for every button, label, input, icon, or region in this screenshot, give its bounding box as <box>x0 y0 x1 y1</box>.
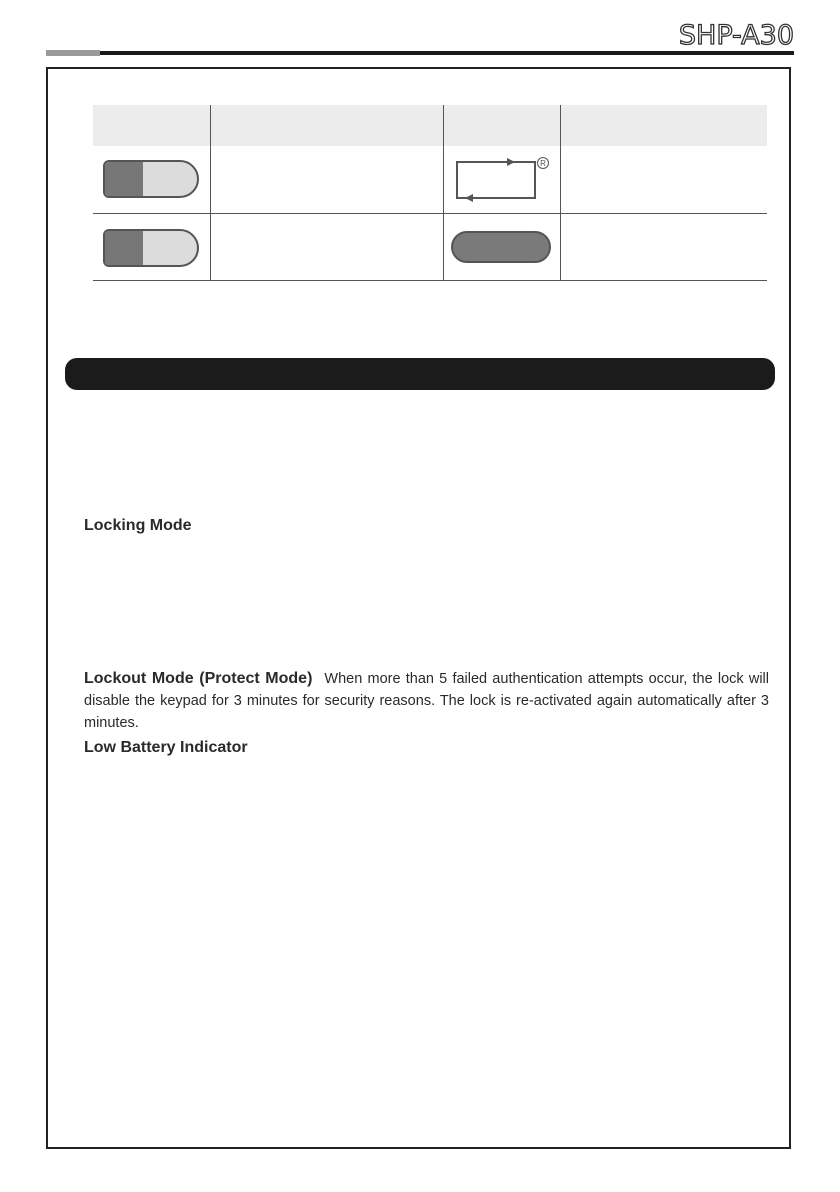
toggle-switch-icon <box>103 229 199 267</box>
locking-mode-heading: Locking Mode <box>84 517 192 534</box>
table-row-divider <box>93 213 767 214</box>
switch-knob <box>105 162 143 196</box>
table-divider <box>560 105 561 280</box>
header-rule <box>100 51 794 55</box>
lockout-mode-body: When more than 5 failed authentication attempts occur, the lock will disable the keypad for 3 minutes for security reasons. The lock is re-activated again automatically after 3 minutes. <box>84 671 770 731</box>
registered-loop-icon <box>453 155 553 205</box>
pill-button-icon <box>451 231 551 263</box>
low-battery-heading: Low Battery Indicator <box>84 739 248 756</box>
table-divider <box>443 105 444 280</box>
header-rule-accent <box>46 50 100 56</box>
section-title-bar <box>65 358 775 390</box>
svg-text:R: R <box>540 159 546 168</box>
model-title: SHP-A30 <box>678 20 794 51</box>
switch-knob <box>105 231 143 265</box>
lockout-mode-heading: Lockout Mode (Protect Mode) <box>84 670 313 687</box>
toggle-switch-icon <box>103 160 199 198</box>
table-divider <box>210 105 211 280</box>
lockout-mode-paragraph <box>84 668 769 734</box>
table-bottom-rule <box>93 280 767 281</box>
table-header <box>93 105 767 146</box>
